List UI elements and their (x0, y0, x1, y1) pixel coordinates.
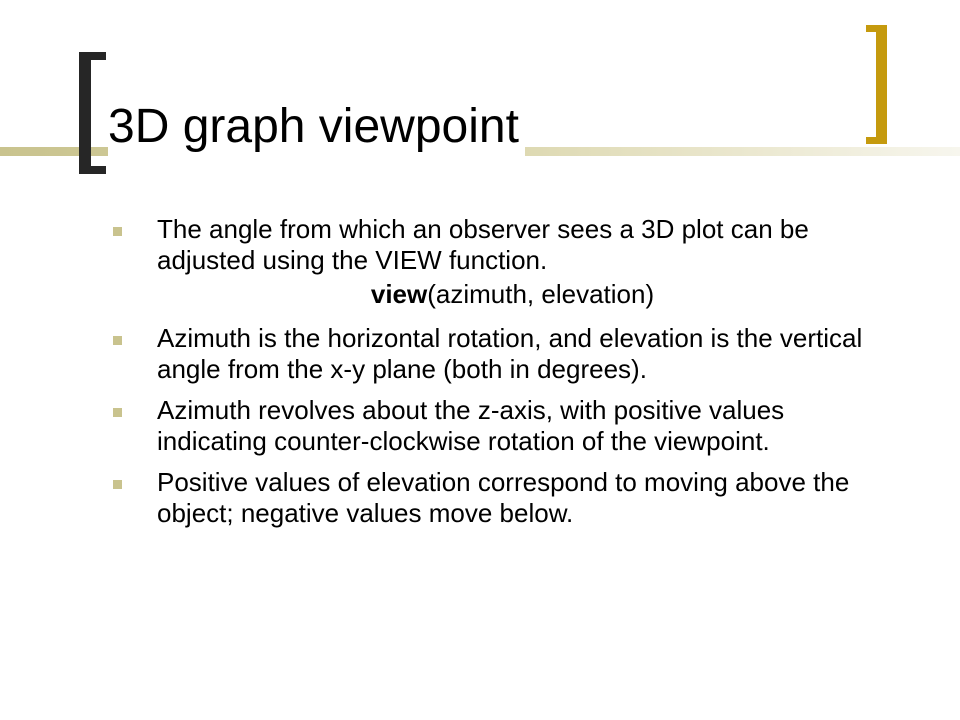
slide-title: 3D graph viewpoint (108, 97, 525, 157)
right-bracket-decoration (876, 25, 887, 144)
right-bracket-bottom-decoration (866, 137, 887, 144)
square-bullet-icon (113, 227, 122, 236)
left-bracket-bottom-decoration (79, 166, 106, 174)
bullet-item (113, 395, 868, 457)
bullet-text: Azimuth is the horizontal rotation, and elevation is the vertical angle from the x-y plane (both in degrees). (157, 323, 863, 384)
formula-arguments: (azimuth, elevation) (427, 279, 655, 309)
bullet-text: Azimuth revolves about the z-axis, with positive values indicating counter-clockwise rotation of the viewpoint. (157, 395, 785, 456)
bullet-text: Positive values of elevation correspond to moving above the object; negative values move below. (157, 467, 850, 528)
bullet-item (113, 214, 868, 276)
bullet-item (113, 467, 868, 529)
square-bullet-icon (113, 480, 122, 489)
right-bracket-top-decoration (866, 25, 887, 32)
square-bullet-icon (113, 408, 122, 417)
square-bullet-icon (113, 336, 122, 345)
bullet-item (113, 323, 868, 385)
bullet-text: The angle from which an observer sees a 3D plot can be adjusted using the VIEW function. (157, 214, 809, 275)
formula-function-name: view (370, 279, 428, 309)
left-bracket-top-decoration (79, 52, 106, 60)
bullet-list (113, 214, 868, 539)
left-bracket-decoration (79, 52, 91, 174)
formula-line (113, 279, 868, 310)
